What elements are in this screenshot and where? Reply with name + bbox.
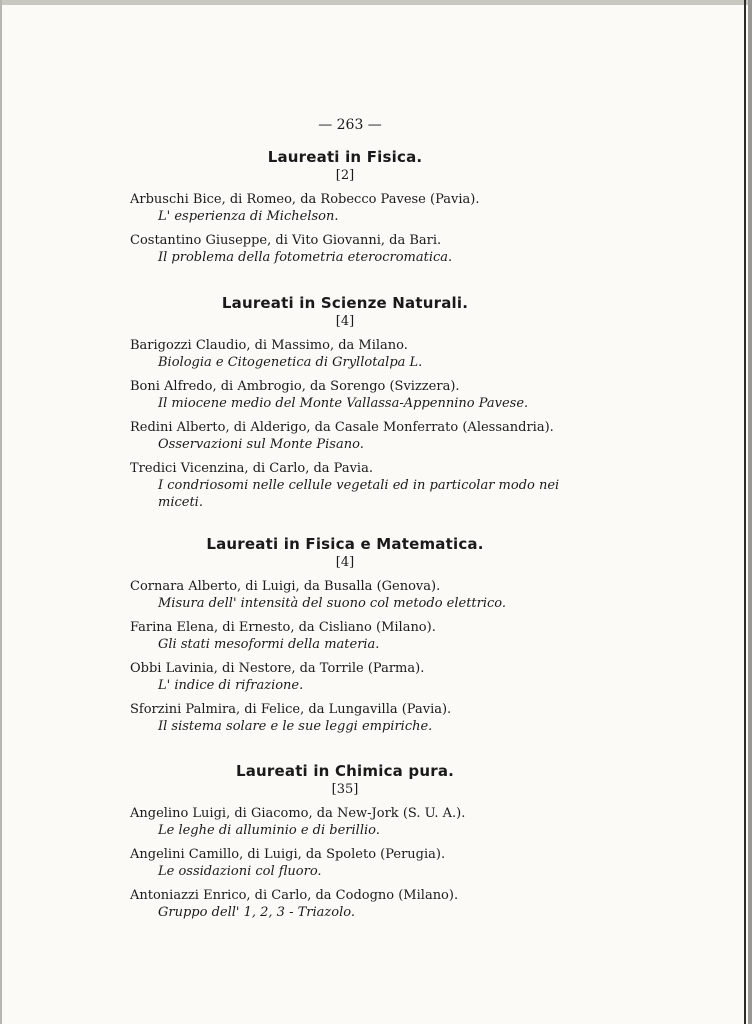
section-count: [35] [331,782,359,797]
thesis-title: Il sistema solare e le sue leggi empiriche. [158,719,433,734]
page-right-border [748,0,752,1024]
thesis-title: I condriosomi nelle cellule vegetali ed in particolar modo nei miceti. [158,478,560,510]
graduate-entry [130,378,570,412]
graduate-entry [130,578,570,612]
graduate-name: Cornara Alberto, di Luigi, da Busalla (Genova). [130,579,441,594]
graduate-name: Antoniazzi Enrico, di Carlo, da Codogno (Milano). [130,888,459,903]
graduate-entry [130,660,570,694]
graduate-entry [130,337,570,371]
page-top-edge [0,0,752,5]
section-count: [4] [335,314,355,329]
thesis-title: Misura dell' intensità del suono col metodo elettrico. [158,596,507,611]
graduate-name: Farina Elena, di Ernesto, da Cisliano (Milano). [130,620,436,635]
graduate-entry [130,805,570,839]
graduate-name: Barigozzi Claudio, di Massimo, da Milano. [130,338,408,353]
thesis-title: L' indice di rifrazione. [158,678,304,693]
thesis-title: Osservazioni sul Monte Pisano. [158,437,364,452]
graduate-entry [130,846,570,880]
section-title: Laureati in Fisica. [267,148,423,166]
thesis-title: Il problema della fotometria eterocromatica. [158,250,453,265]
section-scienze-naturali [130,294,570,518]
page-right-edge [744,0,746,1024]
thesis-title: Le ossidazioni col fluoro. [158,864,322,879]
thesis-title: Il miocene medio del Monte Vallassa-Appennino Pavese. [158,396,529,411]
graduate-entry [130,460,570,511]
graduate-entry [130,701,570,735]
graduate-name: Tredici Vicenzina, di Carlo, da Pavia. [130,461,373,476]
section-fisica-matematica [130,535,570,742]
thesis-title: Le leghe di alluminio e di berillio. [158,823,380,838]
graduate-name: Angelino Luigi, di Giacomo, da New-Jork (S. U. A.). [130,806,466,821]
section-chimica-pura [130,762,570,928]
graduate-name: Arbuschi Bice, di Romeo, da Robecco Pavese (Pavia). [130,192,480,207]
graduate-name: Costantino Giuseppe, di Vito Giovanni, da Bari. [130,233,442,248]
section-count: [2] [335,168,355,183]
page-left-edge [0,0,2,1024]
section-title: Laureati in Chimica pura. [235,762,455,780]
graduate-entry [130,191,570,225]
graduate-name: Boni Alfredo, di Ambrogio, da Sorengo (Svizzera). [130,379,460,394]
section-title: Laureati in Fisica e Matematica. [206,535,484,553]
graduate-entry [130,887,570,921]
section-title: Laureati in Scienze Naturali. [221,294,469,312]
graduate-entry [130,619,570,653]
graduate-name: Obbi Lavinia, di Nestore, da Torrile (Parma). [130,661,425,676]
thesis-title: Gli stati mesoformi della materia. [158,637,380,652]
thesis-title: Biologia e Citogenetica di Gryllotalpa L. [158,355,423,370]
graduate-name: Redini Alberto, di Alderigo, da Casale Monferrato (Alessandria). [130,420,554,435]
thesis-title: L' esperienza di Michelson. [158,209,339,224]
graduate-entry [130,419,570,453]
section-count: [4] [335,555,355,570]
graduate-name: Angelini Camillo, di Luigi, da Spoleto (Perugia). [130,847,446,862]
page-number: — 263 — [318,117,382,133]
thesis-title: Gruppo dell' 1, 2, 3 - Triazolo. [158,905,355,920]
section-fisica [130,148,570,273]
graduate-entry [130,232,570,266]
graduate-name: Sforzini Palmira, di Felice, da Lungavilla (Pavia). [130,702,452,717]
